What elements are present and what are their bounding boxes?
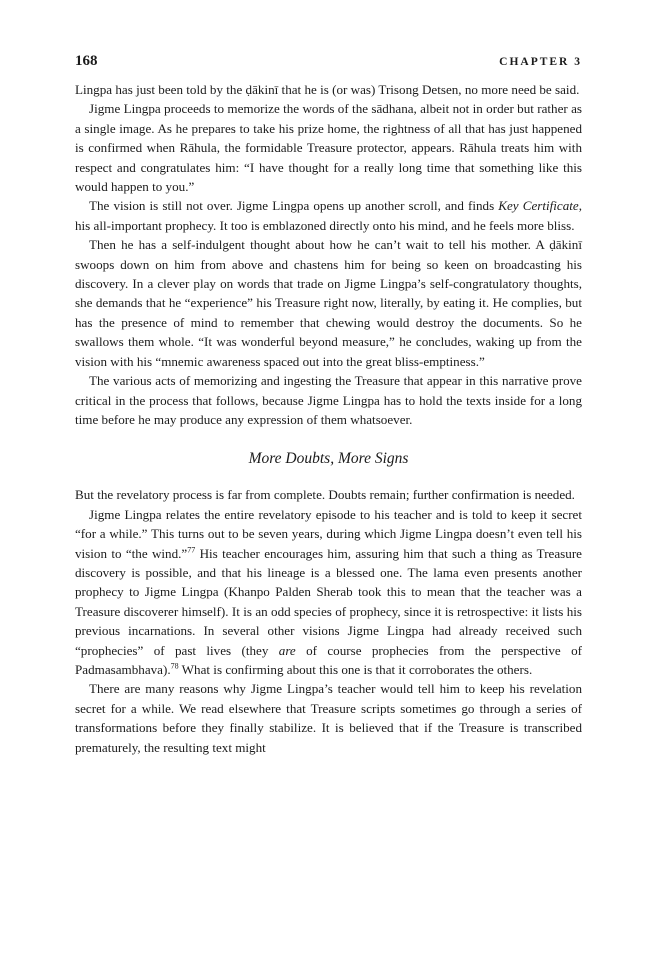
book-page	[75, 52, 582, 757]
paragraph: But the revelatory process is far from complete. Doubts remain; further confirmation is needed.	[75, 487, 575, 503]
text-run: The vision is still not over. Jigme Lingpa opens up another scroll, and finds	[89, 198, 499, 214]
paragraph	[75, 505, 582, 680]
footnote-ref[interactable]: 77	[187, 545, 196, 555]
footnote-ref[interactable]: 78	[170, 661, 179, 671]
text-run: , his all-important prophecy. It too is emblazoned directly onto his mind, and he feels more bliss.	[75, 198, 582, 233]
paragraph: There are many reasons why Jigme Lingpa’s teacher would tell him to keep his revelation secret for a while. We read elsewhere that Treasure scripts sometimes go through a series of transformations before they finally stabilize. It is believed that if the Treasure is transcribed prematurely, the resulting text might	[75, 681, 582, 755]
paragraph: Then he has a self-indulgent thought about how he can’t wait to tell his mother. A ḍākinī swoops down on him from above and chastens him for being so keen on broadcasting his discovery. In a clever play on words that trade on Jigme Lingpa’s self-congratulatory thoughts, she demands that he “experience” his Treasure right now, literally, by eating it. He complies, but has the presence of mind to remember that chewing would destroy the documents. So he swallows them whole. “It was wonderful beyond measure,” he concludes, waking up from the vision with his “mnemic awareness spaced out into the great bliss-emptiness.”	[75, 237, 582, 369]
section-heading: More Doubts, More Signs	[248, 450, 409, 468]
page-number: 168	[75, 53, 98, 69]
paragraph	[75, 196, 582, 235]
chapter-label: CHAPTER 3	[499, 56, 582, 68]
paragraph: The various acts of memorizing and ingesting the Treasure that appear in this narrative prove critical in the process that follows, because Jigme Lingpa has to hold the texts inside for a long time before he may produce any expression of them whatsoever.	[75, 373, 582, 427]
body-text-section-2	[75, 485, 582, 757]
text-run: of course prophecies from the perspective of Padmasambhava).	[75, 642, 583, 677]
paragraph: Jigme Lingpa proceeds to memorize the words of the sādhana, albeit not in order but rather as a single image. As he prepares to take his prize home, the rightness of all that has just happened is confirmed when Rāhula, the formidable Treasure protector, appears. Rāhula treats him with respect and congratulates him: “I have thought for a really long time that something like this would happen to you.”	[75, 101, 582, 195]
running-head	[75, 52, 582, 80]
italic-title: Key Certificate	[498, 198, 579, 214]
text-run: His teacher encourages him, assuring him that such a thing as Treasure discovery is possible, and that his lineage is a blessed one. The lama even presents another prophecy to Jigme Lingpa (Khanpo Palden Sherab took this to mean that the teacher was a Treasure discoverer himself). It is an odd species of prophecy, since it is retrospective: it lists his previous incarnations. In several other visions Jigme Lingpa had already received such “prophecies” of past lives (they	[75, 545, 582, 658]
body-text-section-1	[75, 80, 582, 429]
text-run: What is confirming about this one is that it corroborates the others.	[178, 661, 533, 677]
paragraph: Lingpa has just been told by the ḍākinī that he is (or was) Trisong Detsen, no more need be said.	[75, 82, 580, 97]
italic-word: are	[278, 642, 296, 658]
text-run: Jigme Lingpa relates the entire revelatory episode to his teacher and is told to keep it secret “for a while.” This turns out to be seven years, during which Jigme Lingpa doesn’t even tell his vision to “the wind.”	[75, 506, 582, 561]
